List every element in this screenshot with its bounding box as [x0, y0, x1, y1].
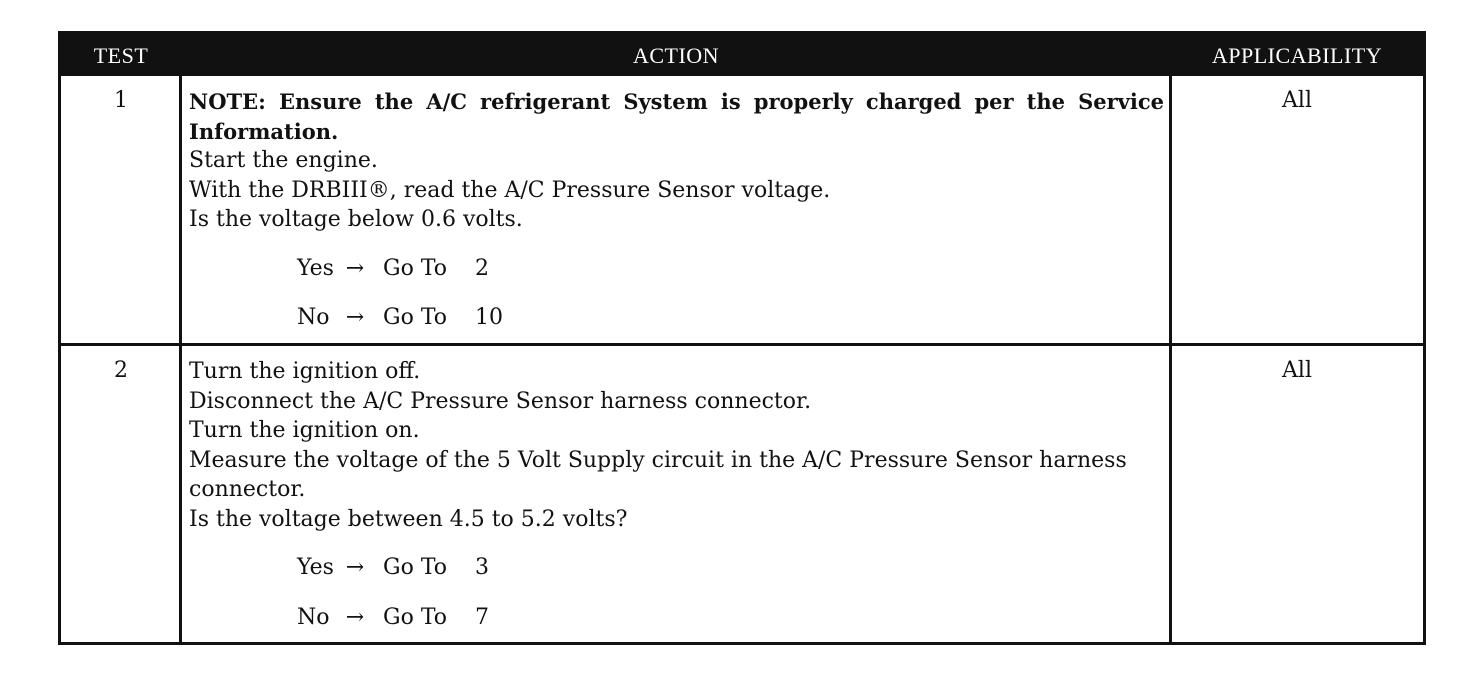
action-cell — [189, 87, 1164, 333]
test-number: 1 — [114, 88, 128, 113]
answer-yes — [297, 254, 1164, 284]
goto-label: Go To — [383, 555, 448, 580]
goto-step: 2 — [475, 255, 489, 281]
header-action: ACTION — [632, 43, 720, 68]
table-header — [61, 34, 1423, 76]
action-line: With the DRBIII®, read the A/C Pressure Sensor voltage. — [189, 177, 831, 203]
note-text: NOTE: Ensure the A/C refrigerant System is properly charged per the Service Information. — [189, 89, 1164, 144]
goto-label: Go To — [383, 305, 448, 330]
goto-label: Go To — [383, 604, 448, 630]
goto-label: Go To — [383, 255, 448, 281]
arrow-icon: → — [345, 555, 365, 580]
answer-yes — [297, 553, 1164, 583]
action-line: Is the voltage below 0.6 volts. — [189, 207, 523, 232]
goto-step: 10 — [475, 305, 503, 330]
answer-label: Yes — [297, 555, 334, 580]
action-line: Turn the ignition on. — [189, 418, 420, 443]
action-line: Is the voltage between 4.5 to 5.2 volts? — [189, 506, 628, 532]
action-cell — [189, 357, 1164, 632]
table-row — [61, 76, 1423, 344]
applicability-value: All — [1282, 88, 1312, 113]
goto-step: 3 — [475, 555, 489, 580]
action-line: Disconnect the A/C Pressure Sensor harness connector. — [189, 388, 812, 414]
goto-step: 7 — [475, 604, 489, 630]
arrow-icon: → — [345, 305, 365, 330]
diagnostic-table — [58, 31, 1426, 645]
action-line: connector. — [189, 477, 306, 502]
answer-no — [297, 603, 1164, 633]
answer-label: Yes — [297, 255, 334, 281]
answer-label: No — [297, 604, 330, 630]
header-applicability: APPLICABILITY — [1211, 43, 1383, 68]
table-row — [61, 346, 1423, 642]
test-number: 2 — [114, 358, 128, 383]
applicability-value: All — [1282, 358, 1312, 383]
action-line: Turn the ignition off. — [189, 359, 421, 384]
arrow-icon: → — [345, 255, 365, 281]
header-test: TEST — [93, 43, 149, 68]
arrow-icon: → — [345, 604, 365, 630]
action-line: Measure the voltage of the 5 Volt Supply circuit in the A/C Pressure Sensor harness — [189, 447, 1127, 473]
answer-label: No — [297, 305, 330, 330]
answer-no — [297, 303, 1164, 333]
action-line: Start the engine. — [189, 148, 378, 173]
